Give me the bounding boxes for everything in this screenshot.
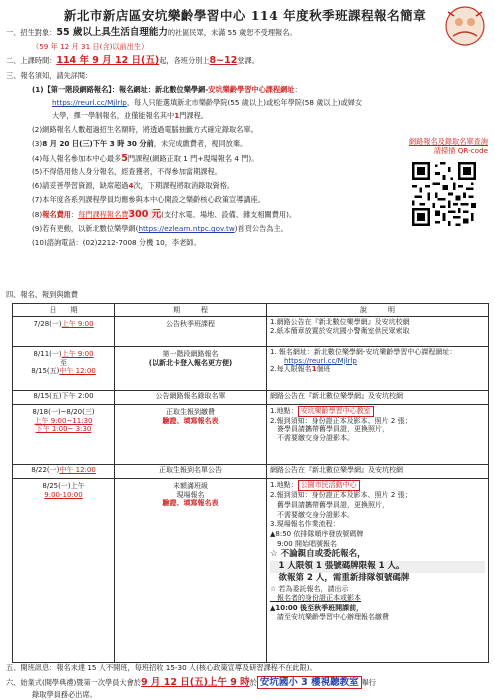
row6-desc-4: 不需要繳交身分證影本。 — [270, 510, 354, 519]
header-stage: 期 程 — [115, 304, 267, 317]
qr-caption-1: 網路報名及錄取名單查詢 — [408, 137, 488, 146]
qr-caption — [348, 137, 488, 156]
section-4-label: 四、報名、報到與繳費 — [6, 290, 78, 299]
schedule-table — [12, 303, 489, 663]
section-2-label: 二、上課時間： — [6, 56, 57, 65]
row6-desc-10: 欲報第 2 人，需重新排隊領號碼牌 — [270, 572, 410, 583]
row2-stage — [115, 346, 267, 390]
page-title: 新北市新店區安坑樂齡學習中心 114 年度秋季班課程報名簡章 — [63, 8, 427, 23]
row2-desc-2num: 1 — [311, 365, 317, 374]
row1-date-time: 上午 9:00 — [61, 319, 94, 328]
row4-date1: 8/18(一)~8/20(三) — [32, 407, 95, 416]
section-1-rest: 的社區民眾，未滿 55 歲恕不受理報名。 — [167, 28, 297, 37]
item-2: (2)網路報名人數超過招生名額時，將透過電腦抽籤方式確定錄取名單。 — [32, 125, 258, 134]
row4-stage-1: 正取生報到繳費 — [166, 407, 215, 416]
row6-stage-1: 未額滿班級 — [173, 481, 208, 490]
row6-location: 公園市民活動中心 — [298, 480, 360, 492]
item-8-fee-label: 每門課程報名費 — [78, 210, 129, 219]
item-9 — [32, 224, 288, 233]
row6-desc-12: 報名者的身份證正本或影本 — [270, 594, 361, 603]
row4-date — [13, 404, 115, 464]
row6-desc-14: 請至安坑樂齡學習中心辦理報名繳費 — [270, 613, 389, 622]
row4-location: 安坑樂齡學習中心教室 — [298, 406, 374, 417]
row1-date — [13, 316, 115, 346]
row6-desc-7: 9:00 開始唱號報名 — [270, 539, 337, 548]
item-4-num: 5 — [121, 153, 128, 164]
item-1-e: 大學，擇一學制報名，並僅能報名其中 — [52, 111, 175, 120]
item-1 — [32, 85, 302, 94]
item-1-f: 門課程。 — [179, 111, 208, 120]
row4-stage-2: 驗證、填寫報名表 — [162, 416, 219, 425]
row1-desc-1: 1.網路公告在『新北數位樂學網』及安坑校網 — [270, 317, 410, 326]
header-date: 日 期 — [13, 304, 115, 317]
item-6-num: 4 — [128, 181, 134, 190]
section-6 — [6, 677, 376, 689]
row2-date2: 8/15(五) — [31, 367, 60, 376]
row4-desc — [267, 404, 489, 464]
table-row — [13, 390, 489, 404]
item-4-b: 門課程(網路正取 1 門+現場報名 4 門)。 — [127, 154, 259, 163]
section-6-a: 六、始業式(開學典禮)暨第一次學員大會於 — [6, 678, 141, 687]
row3-stage: 公告網路報名錄取名單 — [115, 390, 267, 404]
row5-date — [13, 464, 115, 478]
section-1-label: 一、招生對象： — [6, 28, 57, 37]
item-6-b: 次，下期課程將取消錄取資格。 — [133, 181, 235, 190]
row2-desc-1: 1. 報名網址：新北數位樂學網-安坑樂齡學習中心課程網址： — [270, 347, 457, 356]
row2-desc-2a: 2.每人限報名 — [270, 365, 312, 374]
row6-stage — [115, 478, 267, 662]
row2-time2: 中午 12:00 — [59, 367, 96, 376]
row1-desc-2: 2.紙本簡章放置於安坑國小警衛室供民眾索取 — [270, 326, 410, 335]
row5-stage: 正取生報到名單公告 — [115, 464, 267, 478]
row4-desc-3: 簽學員請攜帶舊學員證，更換照片， — [270, 425, 389, 434]
item-9-url[interactable]: https://ezlearn.ntpc.gov.tw — [138, 224, 235, 233]
item-1-line2 — [52, 98, 362, 107]
row6-desc-1a: 1.地點： — [270, 480, 298, 489]
section-2 — [6, 55, 259, 67]
item-8-a: (8) — [32, 210, 43, 219]
item-3 — [32, 139, 247, 148]
row2-time1: 上午 9:00 — [61, 349, 94, 358]
item-1-num: 1 — [174, 111, 180, 120]
header-desc: 說 明 — [267, 304, 489, 317]
section-6-location: 安坑國小 3 樓視聽教室 — [257, 676, 362, 689]
row6-stage-3: 驗證、填寫報名表 — [162, 499, 219, 508]
row6-date — [13, 478, 115, 662]
ledu-logo-icon — [440, 4, 490, 48]
section-6-note: 錄取學員務必出席。 — [32, 690, 97, 699]
item-1-a: (1)【第一階段網路報名】：報名網址：新北數位樂學網- — [32, 85, 209, 94]
item-10: (10)諮詢電話：(02)2212-7008 分機 10，李老師。 — [32, 238, 201, 247]
item-1-d: ，每人只能選填新北市樂齡學院(55 歲以上)或松年學院(58 歲以上)或婦女 — [126, 98, 363, 107]
section-6-c: 舉行 — [361, 678, 376, 687]
row3-desc: 網路公告在『新北數位樂學網』及安坑校網 — [267, 390, 489, 404]
item-3-a: (3) — [32, 139, 43, 148]
item-8-e: (支付水電、場地、設備、雜支相關費用)。 — [161, 210, 297, 219]
item-5: (5)不得借用他人身分報名，經查獲者，不得參加當期課程。 — [32, 167, 222, 176]
section-1 — [6, 27, 297, 39]
item-6 — [32, 181, 234, 190]
row6-desc-9: 1 人限領 1 張號碼牌限報 1 人。 — [270, 561, 485, 573]
item-1-line3 — [52, 111, 208, 120]
item-8-fee: 300 元 — [128, 209, 162, 220]
section-2-weeks: 8~12 — [209, 55, 238, 66]
row2-date1: 8/11(一) — [33, 349, 62, 358]
row2-desc — [267, 346, 489, 390]
item-4 — [32, 153, 258, 165]
section-6-date: 9 月 12 日(五)上午 9 時 — [141, 677, 250, 688]
row6-desc-2: 2.報到須知：身份證正本及影本、照片 2 張； — [270, 491, 412, 500]
row6-desc-5: 3.現場報名作業流程： — [270, 520, 340, 529]
item-8-colon: ： — [70, 210, 79, 219]
row2-date — [13, 346, 115, 390]
row4-desc-1a: 1.地點： — [270, 406, 298, 415]
item-1-c: ： — [294, 85, 302, 94]
row6-desc-13: ▲10:00 後至秋季班開課前， — [270, 603, 364, 612]
row3-date: 8/15(五)下午 2:00 — [13, 390, 115, 404]
row4-desc-2: 2.報到須知：身份證正本及影本、照片 2 張； — [270, 416, 412, 425]
row5-date-day: 8/22(一) — [31, 465, 60, 474]
section-2-mid: 起，各班分別上 — [159, 56, 210, 65]
section-2-date: 114 年 9 月 12 日(五) — [56, 55, 160, 66]
row6-desc-11: ☆ 若為委託報名，請出示 — [270, 584, 349, 593]
row4-stage — [115, 404, 267, 464]
section-1-age: 55 歲以上具生活自理能力 — [56, 27, 168, 38]
row4-time2: 下午 1:00~ 3:30 — [35, 425, 92, 434]
table-row — [13, 404, 489, 464]
row2-url[interactable]: https://reurl.cc/Mjlrlp — [284, 356, 357, 365]
row4-desc-4: 不需要繳交身分證影本。 — [270, 434, 354, 442]
row5-time: 中午 12:00 — [59, 465, 96, 474]
item-1-b: 安坑樂齡學習中心課程網址 — [208, 85, 295, 94]
item-9-a: (9)若有更動，以新北數位樂學網( — [32, 224, 139, 233]
item-8-label: 報名費用 — [42, 210, 71, 219]
table-row — [13, 346, 489, 390]
qr-caption-2: 請掃描 QR-code — [433, 146, 488, 156]
row1-date-day: 7/28(一) — [33, 319, 62, 328]
row6-desc-8: ☆ 不論親自或委託報名， — [270, 549, 366, 560]
row6-date-day: 8/25(一)上午 — [42, 481, 85, 490]
item-3-date: 8 月 20 日(三)下午 3 時 30 分前 — [42, 139, 154, 148]
table-header-row — [13, 304, 489, 317]
item-1-url[interactable]: https://reurl.cc/Mjlrlp — [52, 98, 127, 107]
table-row — [13, 464, 489, 478]
qr-code-icon[interactable] — [412, 162, 476, 226]
row6-desc-3: 舊學員請攜帶舊學員證，更換照片， — [270, 501, 389, 510]
row2-desc-2b: 個班 — [316, 365, 331, 374]
item-9-b: )首頁公告為主。 — [234, 224, 288, 233]
table-row — [13, 316, 489, 346]
row6-desc-6: ▲8:50 依排隊順序發放號碼牌 — [270, 530, 364, 539]
item-7: (7)本年度各系列課程學員均應參與本中心開設之樂齡核心政策宣導講座。 — [32, 195, 265, 204]
row4-time1: 上午 9:00~11:30 — [34, 416, 93, 425]
row2-to: 至 — [60, 358, 67, 367]
item-4-a: (4)每人報名參加本中心最多 — [32, 154, 122, 163]
item-3-b: ，未完成繳費者，視同放棄。 — [153, 139, 248, 148]
section-3-label: 三、報名須知，請先詳閱： — [6, 71, 93, 80]
row2-stage-2: (以新北卡登入報名更方便) — [148, 358, 233, 367]
row1-stage: 公告秋季班課程 — [115, 316, 267, 346]
section-6-b: 於 — [249, 678, 257, 687]
row1-desc — [267, 316, 489, 346]
section-5: 五、開班訊息：報名未達 15 人不開班，每班招收 15-30 人(核心政策宣導及研習課程不在此限)。 — [6, 663, 317, 672]
item-6-a: (6)請妥善學習資源，缺席超過 — [32, 181, 129, 190]
row2-stage-1: 第一階段網路報名 — [162, 349, 219, 358]
row6-time: 9:00-10:00 — [44, 490, 83, 499]
row6-stage-2: 現場報名 — [176, 490, 205, 499]
table-row — [13, 478, 489, 662]
item-8 — [32, 209, 296, 221]
section-2-end: 堂課。 — [237, 56, 259, 65]
row5-desc: 網路公告在『新北數位樂學網』及安坑校網 — [267, 464, 489, 478]
row6-desc — [267, 478, 489, 662]
section-1-note: （59 年 12 月 31 日(含)以前出生） — [32, 42, 149, 51]
